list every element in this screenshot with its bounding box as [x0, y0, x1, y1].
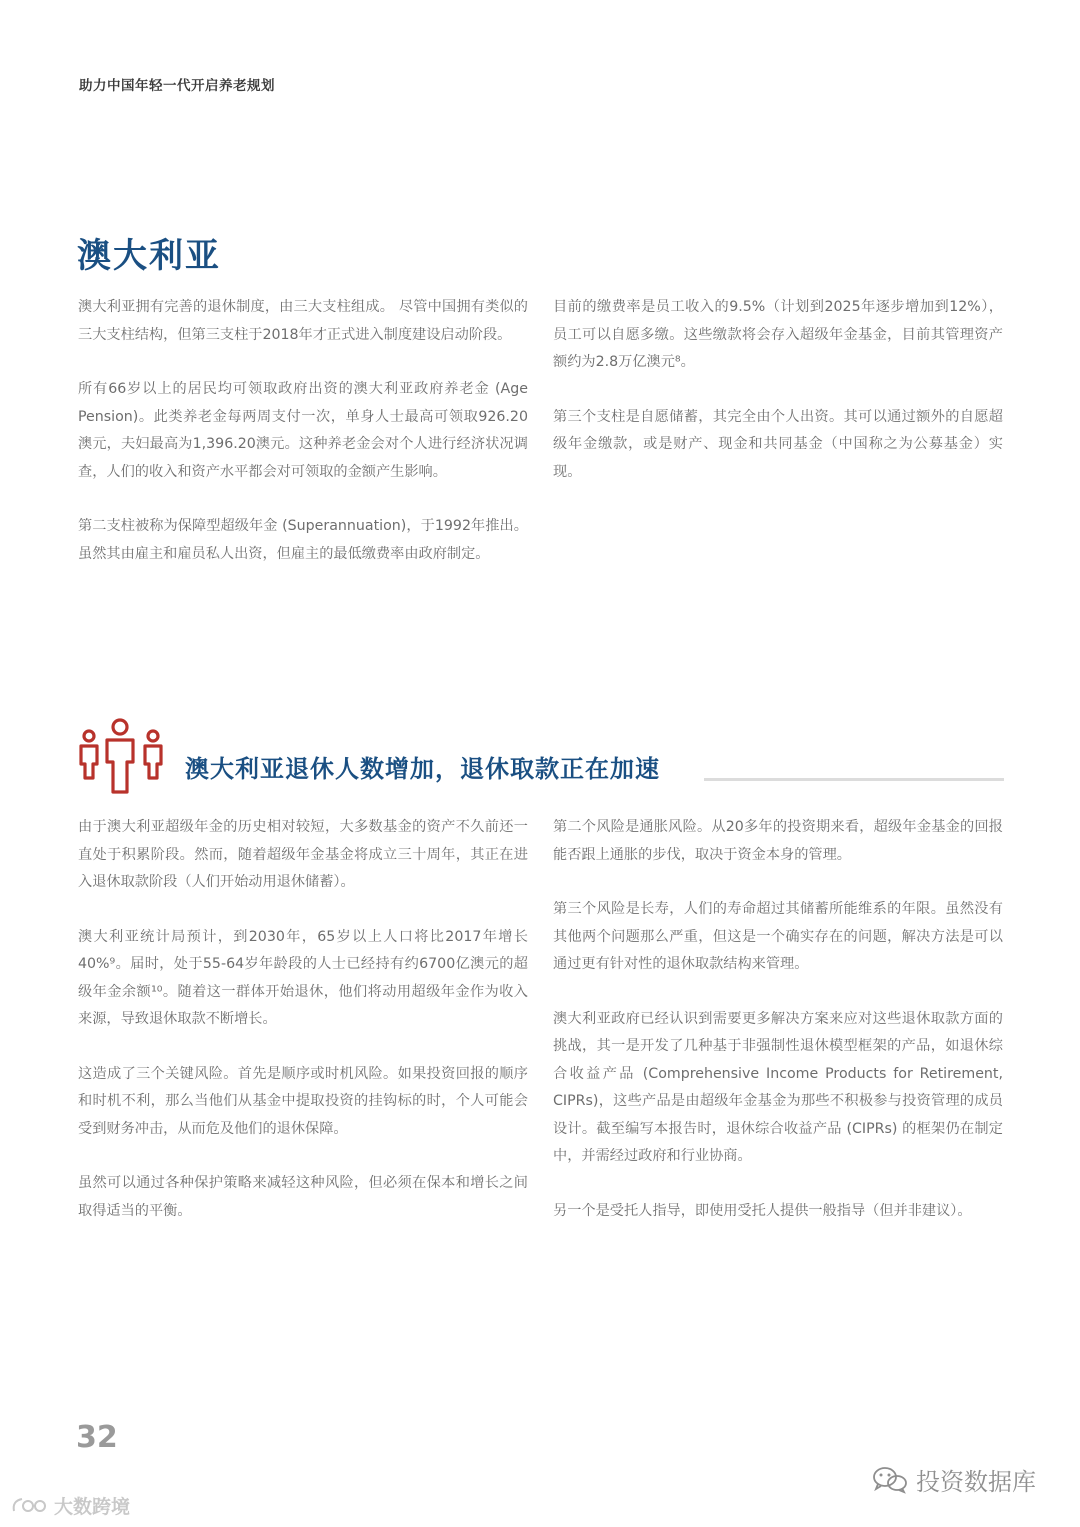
- page-number: 32: [76, 1420, 118, 1455]
- paragraph: 澳大利亚拥有完善的退休制度，由三大支柱组成。 尽管中国拥有类似的三大支柱结构，但第三支柱于2018年才正式进入制度建设启动阶段。: [78, 299, 528, 343]
- watermark-right: [872, 1462, 1036, 1497]
- paragraph: 由于澳大利亚超级年金的历史相对较短，大多数基金的资产不久前还一直处于积累阶段。然而，随着超级年金基金将成立三十周年，其正在进入退休取款阶段（人们开始动用退休储蓄）。: [78, 819, 528, 890]
- paragraph: 第三个风险是长寿，人们的寿命超过其储蓄所能维系的年限。虽然没有其他两个问题那么严重，但这是一个确实存在的问题，解决方法是可以通过更有针对性的退休取款结构来管理。: [553, 901, 1003, 972]
- people-icon: [74, 716, 169, 796]
- running-header: 助力中国年轻一代开启养老规划: [79, 78, 275, 94]
- paragraph: 第三个支柱是自愿储蓄，其完全由个人出资。其可以通过额外的自愿超级年金缴款，或是财产、现金和共同基金（中国称之为公募基金）实现。: [553, 408, 1003, 480]
- paragraph: 另一个是受托人指导，即使用受托人提供一般指导（但并非建议）。: [553, 1202, 972, 1219]
- section2-title: 澳大利亚退休人数增加，退休取款正在加速: [185, 755, 660, 783]
- watermark-left: [10, 1492, 130, 1519]
- paragraph: 第二支柱被称为保障型超级年金 (Superannuation)，于1992年推出。虽然其由雇主和雇员私人出资，但雇主的最低缴费率由政府制定。: [78, 518, 528, 562]
- watermark-right-text: 投资数据库: [916, 1468, 1036, 1496]
- section1-right-column: [553, 294, 1003, 513]
- heading-divider: [704, 778, 1004, 781]
- section2-heading: [74, 716, 1004, 796]
- paragraph: 第二个风险是通胀风险。从20多年的投资期来看，超级年金基金的回报能否跟上通胀的步伐，取决于资金本身的管理。: [553, 819, 1003, 863]
- section2-left-column: [78, 814, 528, 1252]
- watermark-left-text: 大数跨境: [54, 1496, 131, 1518]
- logo-icon: [10, 1495, 48, 1517]
- paragraph: 虽然可以通过各种保护策略来减轻这种风险，但必须在保本和增长之间取得适当的平衡。: [78, 1175, 528, 1219]
- paragraph: 澳大利亚政府已经认识到需要更多解决方案来应对这些退休取款方面的挑战，其一是开发了几种基于非强制性退休模型框架的产品，如退休综合收益产品 (Comprehensive Income Products for Retirement, CIPRs)，这些产品是由超级年金基金为那些不积极参与投资管理的成员设计。截至编写本报告时，退休综合收益产品 (CIPRs) 的框架仍在制定中，并需经过政府和行业协商。: [553, 1010, 1003, 1164]
- paragraph: 所有66岁以上的居民均可领取政府出资的澳大利亚政府养老金 (Age Pension)。此类养老金每两周支付一次，单身人士最高可领取926.20澳元，夫妇最高为1,396.20澳元。这种养老金会对个人进行经济状况调查，人们的收入和资产水平都会对可领取的金额产生影响。: [78, 381, 528, 480]
- section1-left-column: [78, 294, 528, 595]
- paragraph: 澳大利亚统计局预计，到2030年，65岁以上人口将比2017年增长40%⁹。届时，处于55-64岁年龄段的人士已经持有约6700亿澳元的超级年金余额¹⁰。随着这一群体开始退休，他们将动用超级年金作为收入来源，导致退休取款不断增长。: [78, 928, 528, 1027]
- paragraph: 目前的缴费率是员工收入的9.5%（计划到2025年逐步增加到12%），员工可以自愿多缴。这些缴款将会存入超级年金基金，目前其管理资产额约为2.8万亿澳元⁸。: [553, 299, 1003, 370]
- wechat-icon: [872, 1466, 908, 1494]
- section-title-australia: 澳大利亚: [77, 236, 221, 276]
- section2-right-column: [553, 814, 1003, 1252]
- paragraph: 这造成了三个关键风险。首先是顺序或时机风险。如果投资回报的顺序和时机不利，那么当他们从基金中提取投资的挂钩标的时，个人可能会受到财务冲击，从而危及他们的退休保障。: [78, 1065, 528, 1137]
